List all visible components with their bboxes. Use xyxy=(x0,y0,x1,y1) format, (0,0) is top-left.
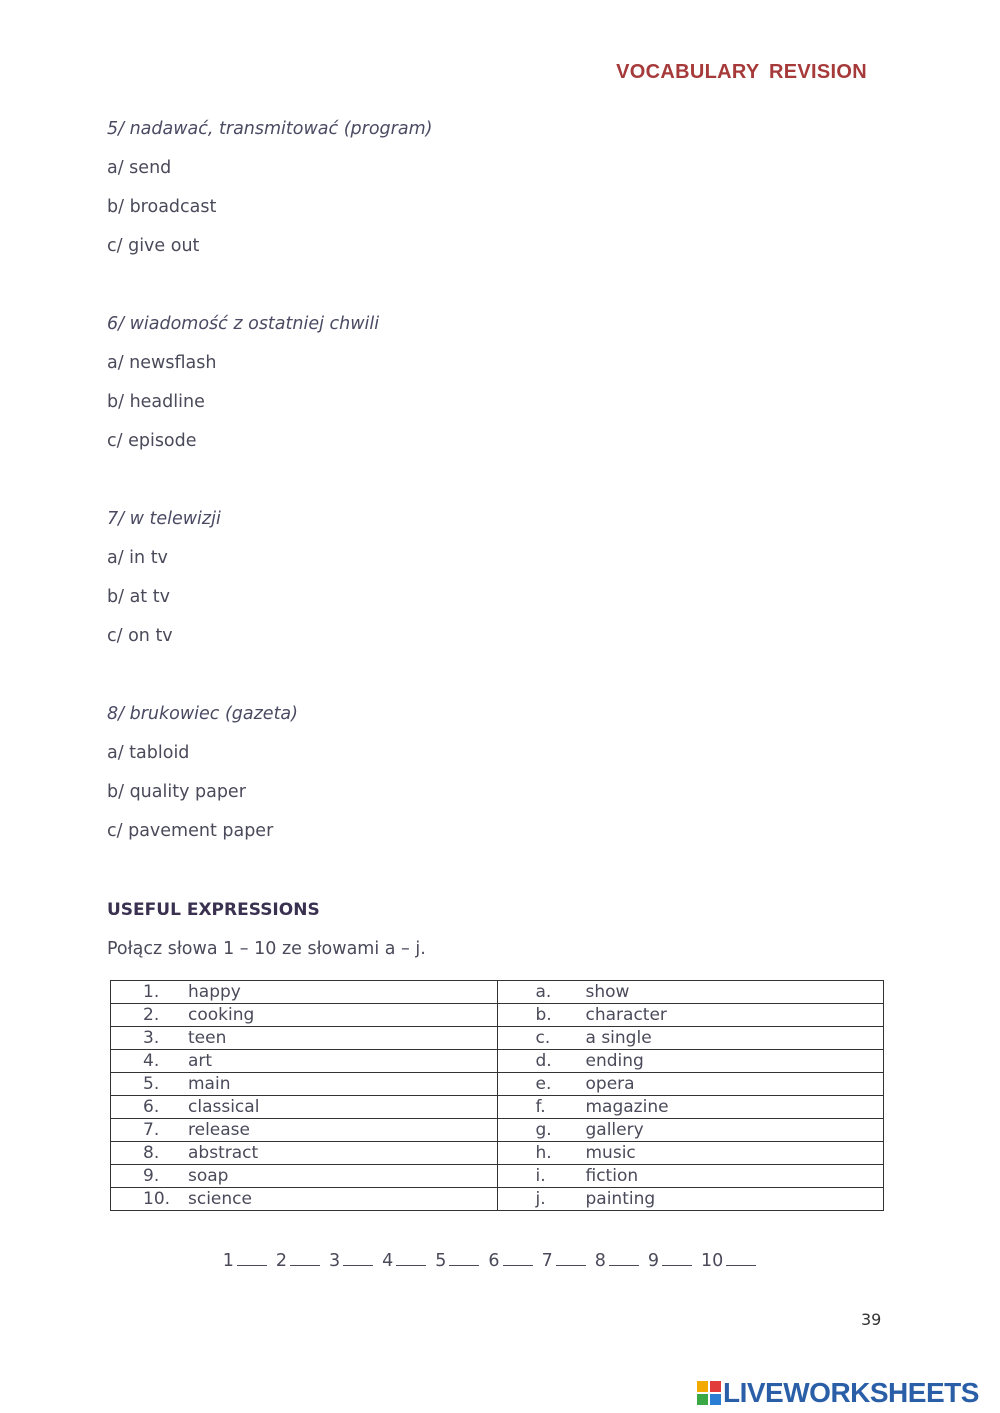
answer-blank[interactable] xyxy=(609,1251,639,1266)
answer-label: 2 xyxy=(275,1251,287,1271)
word-cell xyxy=(111,1073,498,1096)
word-text: science xyxy=(188,1189,252,1209)
word-text: art xyxy=(188,1051,213,1071)
table-row xyxy=(111,1027,884,1050)
match-text: a single xyxy=(585,1028,652,1048)
answer-option[interactable]: b/ broadcast xyxy=(107,197,217,217)
answer-blank[interactable] xyxy=(449,1251,479,1266)
table-row xyxy=(111,1004,884,1027)
word-text: abstract xyxy=(188,1143,259,1163)
table-row xyxy=(111,1142,884,1165)
answer-option[interactable]: c/ give out xyxy=(107,236,200,256)
answer-option[interactable]: c/ episode xyxy=(107,431,197,451)
word-number: 3. xyxy=(143,1028,160,1048)
word-number: 5. xyxy=(143,1074,160,1094)
match-text: painting xyxy=(585,1189,656,1209)
answer-label: 6 xyxy=(488,1251,500,1271)
match-text: fiction xyxy=(585,1166,639,1186)
answer-blank[interactable] xyxy=(556,1251,586,1266)
word-cell xyxy=(111,1165,498,1188)
match-cell xyxy=(497,1073,884,1096)
word-text: main xyxy=(188,1074,231,1094)
answer-option[interactable]: c/ on tv xyxy=(107,626,173,646)
liveworksheets-logo-icon xyxy=(697,1381,721,1405)
word-text: classical xyxy=(188,1097,260,1117)
answer-blank[interactable] xyxy=(503,1251,533,1266)
match-text: opera xyxy=(585,1074,635,1094)
answer-label: 3 xyxy=(329,1251,341,1271)
match-cell xyxy=(497,981,884,1004)
answer-label: 8 xyxy=(594,1251,606,1271)
word-number: 9. xyxy=(143,1166,160,1186)
answer-option[interactable]: a/ tabloid xyxy=(107,743,190,763)
match-text: music xyxy=(585,1143,636,1163)
brand-watermark xyxy=(697,1376,979,1410)
answer-blank[interactable] xyxy=(237,1251,267,1266)
word-cell xyxy=(111,1142,498,1165)
instructions: Połącz słowa 1 – 10 ze słowami a – j. xyxy=(107,939,426,959)
answer-label: 9 xyxy=(647,1251,659,1271)
answer-label: 5 xyxy=(435,1251,447,1271)
match-letter: a. xyxy=(535,982,552,1002)
word-text: teen xyxy=(188,1028,227,1048)
answer-label: 7 xyxy=(541,1251,553,1271)
word-text: happy xyxy=(188,982,241,1002)
match-letter: g. xyxy=(535,1120,552,1140)
table-row xyxy=(111,1050,884,1073)
word-number: 1. xyxy=(143,982,160,1002)
page-title: VOCABULARY REVISION xyxy=(616,61,867,83)
word-number: 2. xyxy=(143,1005,160,1025)
question-7 xyxy=(107,507,807,663)
word-number: 7. xyxy=(143,1120,160,1140)
word-cell xyxy=(111,981,498,1004)
answer-blank[interactable] xyxy=(726,1251,756,1266)
word-cell xyxy=(111,1004,498,1027)
match-cell xyxy=(497,1050,884,1073)
match-letter: j. xyxy=(535,1189,546,1209)
question-title: 5/ nadawać, transmitować (program) xyxy=(107,119,433,139)
question-8 xyxy=(107,702,807,858)
word-number: 4. xyxy=(143,1051,160,1071)
question-6 xyxy=(107,312,807,468)
match-text: magazine xyxy=(585,1097,669,1117)
table-row xyxy=(111,1073,884,1096)
match-text: ending xyxy=(585,1051,644,1071)
answer-label: 1 xyxy=(222,1251,234,1271)
answer-option[interactable]: a/ send xyxy=(107,158,172,178)
question-title: 7/ w telewizji xyxy=(107,509,221,529)
match-letter: f. xyxy=(535,1097,546,1117)
table-row xyxy=(111,1119,884,1142)
answer-option[interactable]: a/ in tv xyxy=(107,548,168,568)
match-text: gallery xyxy=(585,1120,644,1140)
answer-label: 4 xyxy=(382,1251,394,1271)
match-letter: d. xyxy=(535,1051,552,1071)
answer-blank[interactable] xyxy=(343,1251,373,1266)
match-cell xyxy=(497,1027,884,1050)
table-row xyxy=(111,1096,884,1119)
match-letter: h. xyxy=(535,1143,552,1163)
word-text: soap xyxy=(188,1166,229,1186)
table-row xyxy=(111,1188,884,1211)
word-text: release xyxy=(188,1120,250,1140)
match-letter: e. xyxy=(535,1074,552,1094)
answer-label: 10 xyxy=(700,1251,724,1271)
match-cell xyxy=(497,1004,884,1027)
answer-option[interactable]: c/ pavement paper xyxy=(107,821,274,841)
answer-option[interactable]: b/ at tv xyxy=(107,587,170,607)
question-title: 8/ brukowiec (gazeta) xyxy=(107,704,298,724)
word-cell xyxy=(111,1050,498,1073)
match-text: show xyxy=(585,982,630,1002)
section-title: USEFUL EXPRESSIONS xyxy=(107,900,320,920)
table-row xyxy=(111,981,884,1004)
answer-blank[interactable] xyxy=(662,1251,692,1266)
answer-option[interactable]: b/ quality paper xyxy=(107,782,246,802)
word-text: cooking xyxy=(188,1005,255,1025)
word-cell xyxy=(111,1096,498,1119)
answer-blanks xyxy=(0,1251,988,1271)
brand-name: LIVEWORKSHEETS xyxy=(723,1377,979,1408)
word-cell xyxy=(111,1188,498,1211)
match-text: character xyxy=(585,1005,667,1025)
word-number: 8. xyxy=(143,1143,160,1163)
match-letter: c. xyxy=(535,1028,551,1048)
match-letter: b. xyxy=(535,1005,552,1025)
match-cell xyxy=(497,1142,884,1165)
table-row xyxy=(111,1165,884,1188)
questions-list xyxy=(107,117,807,897)
match-letter: i. xyxy=(535,1166,546,1186)
answer-blank[interactable] xyxy=(290,1251,320,1266)
match-cell xyxy=(497,1188,884,1211)
answer-blank[interactable] xyxy=(396,1251,426,1266)
page-number: 39 xyxy=(861,1310,882,1329)
word-number: 10. xyxy=(143,1189,171,1209)
answer-option[interactable]: a/ newsflash xyxy=(107,353,217,373)
match-cell xyxy=(497,1119,884,1142)
matching-table xyxy=(110,980,884,1211)
word-cell xyxy=(111,1027,498,1050)
answer-option[interactable]: b/ headline xyxy=(107,392,205,412)
word-cell xyxy=(111,1119,498,1142)
match-cell xyxy=(497,1096,884,1119)
match-cell xyxy=(497,1165,884,1188)
word-number: 6. xyxy=(143,1097,160,1117)
question-title: 6/ wiadomość z ostatniej chwili xyxy=(107,314,380,334)
question-5 xyxy=(107,117,807,273)
